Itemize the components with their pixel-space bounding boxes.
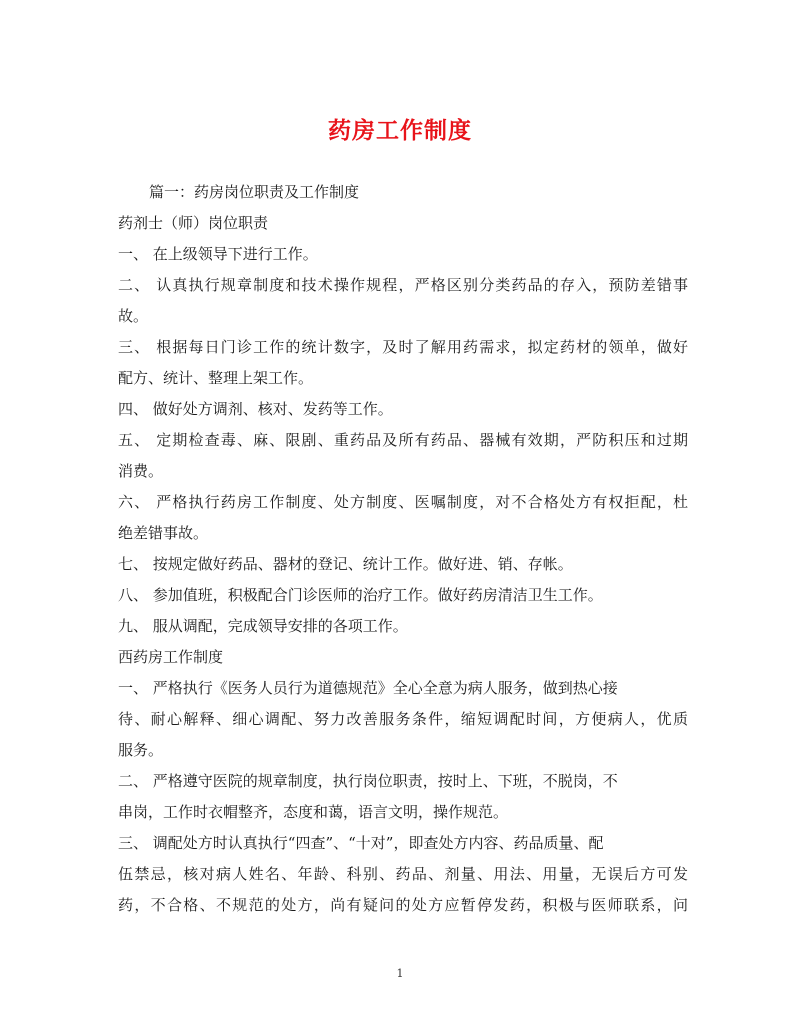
text-line: 四、 做好处方调剂、核对、发药等工作。 <box>118 400 393 418</box>
text-line: 三、 根据每日门诊工作的统计数字，及时了解用药需求，拟定药材的领单，做好 <box>118 338 688 356</box>
text-line: 配方、统计、整理上架工作。 <box>118 369 314 387</box>
text-line: 一、 在上级领导下进行工作。 <box>118 245 318 263</box>
text-line: 故。 <box>118 307 149 325</box>
text-line: 药，不合格、不规范的处方，尚有疑问的处方应暂停发药，积极与医师联系，问 <box>118 896 688 914</box>
text-line: 八、 参加值班，积极配合门诊医师的治疗工作。做好药房清洁卫生工作。 <box>118 586 603 604</box>
text-line: 服务。 <box>118 741 164 759</box>
text-line: 二、 认真执行规章制度和技术操作规程，严格区别分类药品的存入，预防差错事 <box>118 276 688 294</box>
text-line: 九、 服从调配，完成领导安排的各项工作。 <box>118 617 408 635</box>
text-line: 串岗，工作时衣帽整齐，态度和蔼，语言文明，操作规范。 <box>118 803 509 821</box>
text-line: 三、 调配处方时认真执行“四查”、“十对”，即查处方内容、药品质量、配 <box>118 834 604 852</box>
text-line: 消费。 <box>118 462 164 480</box>
subsection-heading: 西药房工作制度 <box>118 648 224 666</box>
text-line: 七、 按规定做好药品、器材的登记、统计工作。做好进、销、存帐。 <box>118 555 573 573</box>
text-line: 待、耐心解释、细心调配、努力改善服务条件，缩短调配时间，方便病人，优质 <box>118 710 688 728</box>
text-line: 六、 严格执行药房工作制度、处方制度、医嘱制度，对不合格处方有权拒配，杜 <box>118 493 688 511</box>
text-line: 伍禁忌，核对病人姓名、年龄、科别、药品、剂量、用法、用量，无误后方可发 <box>118 865 688 883</box>
text-line: 五、 定期检查毒、麻、限剧、重药品及所有药品、器械有效期，严防积压和过期 <box>118 431 688 449</box>
document-title: 药房工作制度 <box>328 117 472 144</box>
section-heading: 篇一：药房岗位职责及工作制度 <box>149 183 360 201</box>
subsection-heading: 药剂士（师）岗位职责 <box>118 214 269 232</box>
text-line: 一、 严格执行《医务人员行为道德规范》全心全意为病人服务，做到热心接 <box>118 679 618 697</box>
text-line: 绝差错事故。 <box>118 524 209 542</box>
page-number: 1 <box>396 967 404 980</box>
text-line: 二、 严格遵守医院的规章制度，执行岗位职责，按时上、下班，不脱岗，不 <box>118 772 618 790</box>
